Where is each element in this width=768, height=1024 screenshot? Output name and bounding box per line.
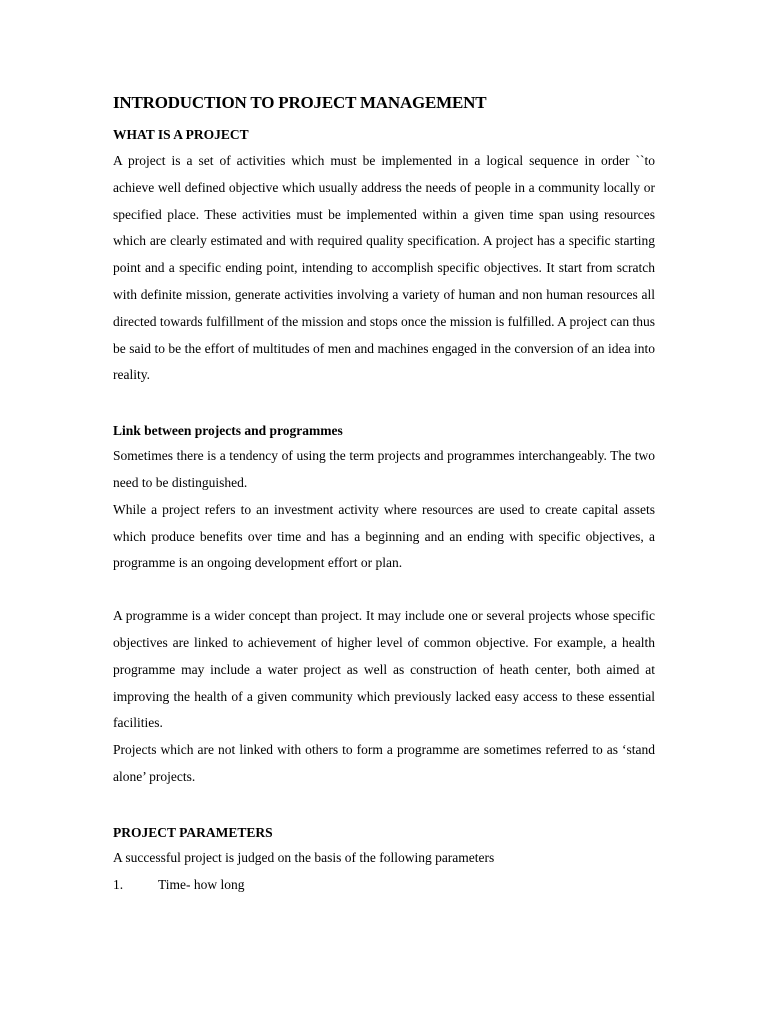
list-item [113, 872, 655, 899]
paragraph-parameters-intro: A successful project is judged on the basis of the following parameters [113, 849, 495, 865]
paragraph-tendency: Sometimes there is a tendency of using the term projects and programmes interchangeably. The two need to be distinguished. [113, 448, 655, 490]
paragraph-programme-wider-concept: A programme is a wider concept than project. It may include one or several projects whose specific objectives are linked to achievement of higher level of common objective. For example, a health programme may include a water project as well as construction of heath center, both aimed at improving the health of a given community which previously lacked easy access to these essential facilities. [113, 608, 655, 731]
section-heading-project-parameters: PROJECT PARAMETERS [113, 824, 273, 840]
paragraph-project-vs-programme: While a project refers to an investment activity where resources are used to create capital assets which produce benefits over time and has a beginning and an ending with specific objectives, a programme is an ongoing development effort or plan. [113, 501, 655, 571]
paragraph-stand-alone-projects: Projects which are not linked with others to form a programme are sometimes referred to as ‘stand alone’ projects. [113, 742, 655, 784]
section-heading-what-is-a-project: WHAT IS A PROJECT [113, 127, 249, 142]
section-heading-link-projects-programmes: Link between projects and programmes [113, 423, 343, 439]
paragraph-project-definition: A project is a set of activities which must be implemented in a logical sequence in order ``to achieve well defined objective which usually address the needs of people in a community locally or specified place. These activities must be implemented within a given time span using resources which are clearly estimated and with required quality specification. A project has a specific starting point and a specific ending point, intending to accomplish specific objectives. It start from scratch with definite mission, generate activities involving a variety of human and non human resources all directed towards fulfillment of the mission and stops once the mission is fulfilled. A project can thus be said to be the effort of multitudes of men and machines engaged in the conversion of an idea into reality. [113, 153, 655, 383]
document-title: INTRODUCTION TO PROJECT MANAGEMENT [113, 93, 487, 112]
document-page [113, 92, 655, 898]
list-item-number: 1. [113, 876, 124, 892]
list-item-text: Time- how long [158, 876, 245, 892]
